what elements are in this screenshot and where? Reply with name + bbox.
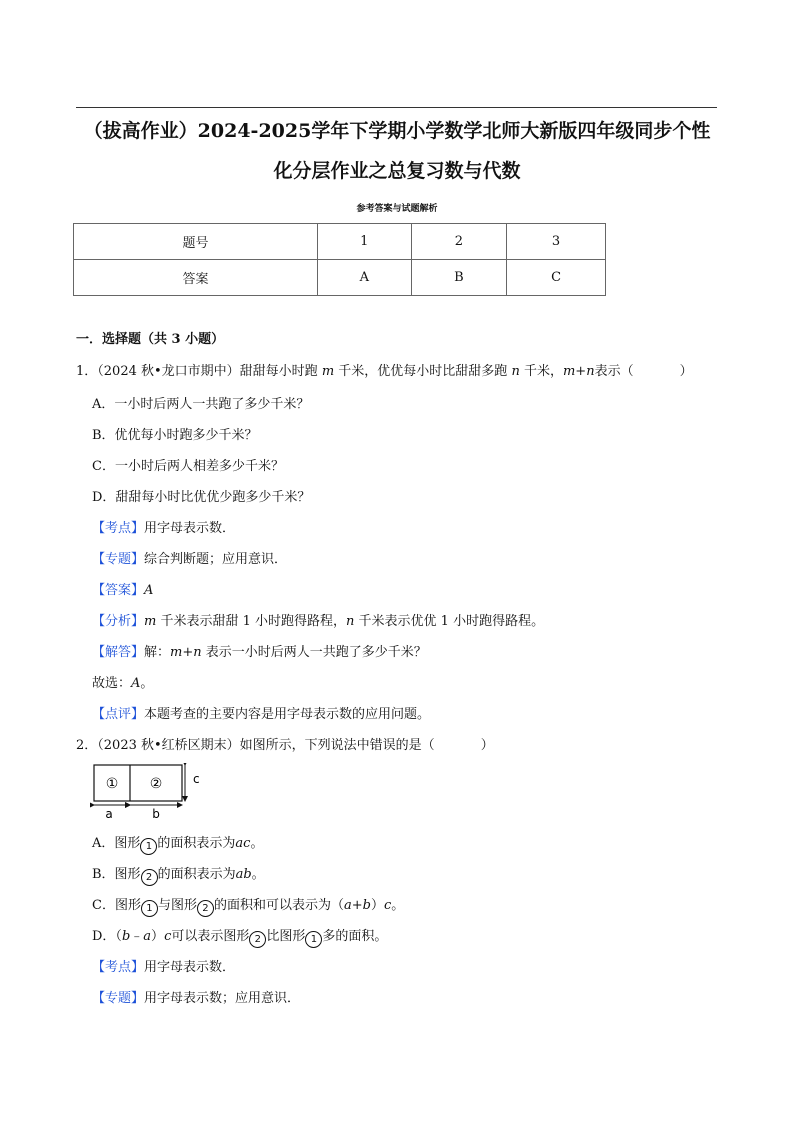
section-title: 一．选择题（共 3 小题） <box>76 332 225 347</box>
option-text: 可以表示图形 <box>171 929 250 944</box>
figure-label-2: ② <box>149 776 163 792</box>
q2-source: （2023 秋•红桥区期末） <box>97 738 240 753</box>
tag-kaodian: 【考点】 <box>92 960 145 975</box>
tag-zhuanti: 【专题】 <box>92 552 145 567</box>
table-cell: A <box>317 260 411 296</box>
circled-number: 1 <box>141 900 158 917</box>
option-var: ab <box>235 867 252 882</box>
q1-guxuan <box>92 674 153 694</box>
q1-source: （2024 秋•龙口市期中） <box>97 364 240 379</box>
q1-var-m: m <box>321 364 335 379</box>
q1-stem-text: 千米，优优每小时比甜甜多跑 <box>338 364 508 379</box>
q2-option-d <box>92 927 387 948</box>
option-var: b <box>121 929 131 944</box>
q1-stem <box>76 362 693 382</box>
table-cell: C <box>507 260 606 296</box>
q1-fenxi <box>92 612 544 632</box>
q2-zhuanti-text: 用字母表示数；应用意识． <box>144 991 301 1006</box>
rectangle-figure <box>90 763 210 821</box>
q1-option-a: A．一小时后两人一共跑了多少千米？ <box>92 397 310 412</box>
q2-stem-text: 如图所示，下列说法中错误的是（ <box>239 738 435 753</box>
option-text: ） <box>151 929 165 944</box>
tag-kaodian: 【考点】 <box>92 521 145 536</box>
tag-zhuanti: 【专题】 <box>92 991 145 1006</box>
figure-label-a: a <box>105 807 113 821</box>
subtitle: 参考答案与试题解析 <box>356 204 438 214</box>
q1-jieda-text: 解： <box>144 645 171 660</box>
q1-var-n: n <box>511 364 520 379</box>
option-text: 比图形 <box>266 929 306 944</box>
option-var: a+b <box>343 898 371 913</box>
q2-kaodian-text: 用字母表示数． <box>144 960 236 975</box>
option-text: 的面积表示为 <box>157 867 236 882</box>
tag-fenxi: 【分析】 <box>92 614 145 629</box>
option-text: A．图形 <box>92 836 141 851</box>
q1-kaodian-text: 用字母表示数． <box>144 521 236 536</box>
q1-kaodian <box>92 519 235 539</box>
q1-guxuan-text: 。 <box>140 676 154 691</box>
tag-daan: 【答案】 <box>92 583 145 598</box>
option-text: 的面积表示为 <box>157 836 236 851</box>
q1-stem-text: 甜甜每小时跑 <box>239 364 318 379</box>
option-text: 与图形 <box>157 898 197 913</box>
q1-answer-value: A <box>144 583 154 598</box>
option-text: 多的面积。 <box>322 929 388 944</box>
q1-number: 1． <box>76 364 98 379</box>
q2-stem <box>76 736 494 756</box>
q1-zhuanti-text: 综合判断题；应用意识． <box>144 552 288 567</box>
option-text: 。 <box>251 867 265 882</box>
option-text: C．图形 <box>92 898 141 913</box>
table-cell: 答案 <box>74 260 318 296</box>
figure-label-1: ① <box>105 776 119 792</box>
q1-option-c: C．一小时后两人相差多少千米？ <box>92 459 284 474</box>
q1-answer <box>92 581 153 601</box>
q1-stem-text: ） <box>679 364 693 379</box>
q2-number: 2． <box>76 738 98 753</box>
answer-table <box>73 223 606 296</box>
q1-expr: m+n <box>170 645 202 660</box>
circled-number: 2 <box>249 931 266 948</box>
q2-option-c <box>92 896 404 917</box>
q1-zhuanti <box>92 550 287 570</box>
table-cell: 2 <box>411 224 506 260</box>
q1-guxuan-text: 故选： <box>92 676 132 691</box>
circled-number: 1 <box>305 931 322 948</box>
q1-jieda-text: 表示一小时后两人一共跑了多少千米？ <box>205 645 427 660</box>
q1-var-n: n <box>346 614 355 629</box>
q2-option-b <box>92 865 265 886</box>
circled-number: 2 <box>141 869 158 886</box>
figure-label-b: b <box>152 807 160 821</box>
q1-fenxi-text: 千米表示甜甜 1 小时跑得路程， <box>160 614 347 629</box>
option-var: ac <box>235 836 251 851</box>
q1-dianping <box>92 705 430 725</box>
q2-stem-text: ） <box>480 738 494 753</box>
q1-fenxi-text: 千米表示优优 1 小时跑得路程。 <box>358 614 545 629</box>
option-text: 。 <box>391 898 405 913</box>
q1-answer-value: A <box>131 676 141 691</box>
option-text: ﹣ <box>130 929 144 944</box>
tag-dianping: 【点评】 <box>92 707 145 722</box>
figure-label-c: c <box>193 772 200 786</box>
q2-option-a <box>92 834 263 855</box>
title-line-2: 化分层作业之总复习数与代数 <box>273 160 521 182</box>
table-cell: 1 <box>317 224 411 260</box>
q1-stem-text: 千米， <box>523 364 563 379</box>
circled-number: 2 <box>197 900 214 917</box>
q2-zhuanti <box>92 989 300 1009</box>
table-cell: B <box>411 260 506 296</box>
title-line-1: （拔高作业）2024-2025学年下学期小学数学北师大新版四年级同步个性 <box>83 120 711 142</box>
option-var: a <box>143 929 152 944</box>
table-row <box>74 260 606 296</box>
option-text: 。 <box>250 836 264 851</box>
option-text: D．（ <box>92 929 122 944</box>
tag-jieda: 【解答】 <box>92 645 145 660</box>
option-text: ） <box>370 898 384 913</box>
q1-dianping-text: 本题考查的主要内容是用字母表示数的应用问题。 <box>144 707 431 722</box>
circled-number: 1 <box>140 838 157 855</box>
q1-option-d: D．甜甜每小时比优优少跑多少千米？ <box>92 490 311 505</box>
q1-var-m: m <box>144 614 157 629</box>
option-var: c <box>164 929 172 944</box>
q1-stem-text: 表示（ <box>594 364 634 379</box>
table-cell: 题号 <box>74 224 318 260</box>
table-row <box>74 224 606 260</box>
option-text: B．图形 <box>92 867 141 882</box>
q1-expr: m+n <box>562 364 595 379</box>
option-var: c <box>383 898 392 913</box>
option-text: 的面积和可以表示为（ <box>213 898 344 913</box>
q1-jieda <box>92 643 427 663</box>
table-cell: 3 <box>507 224 606 260</box>
q1-option-b: B．优优每小时跑多少千米？ <box>92 428 258 443</box>
header-rule <box>76 107 717 108</box>
q2-kaodian <box>92 958 235 978</box>
